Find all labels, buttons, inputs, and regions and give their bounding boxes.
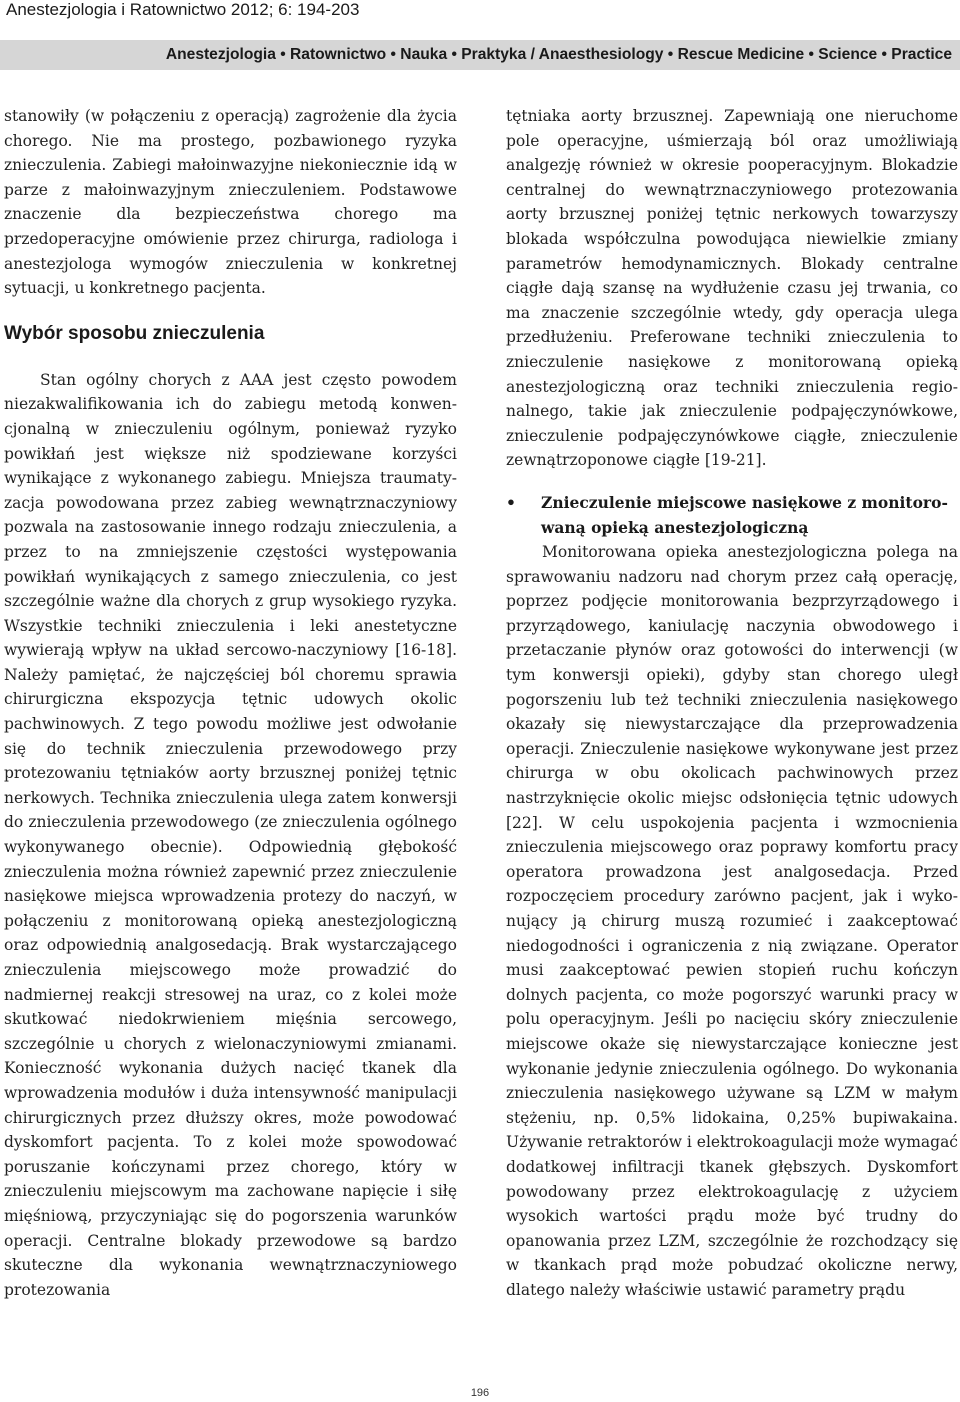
page-number: 196 (470, 1387, 490, 1399)
journal-reference: Anestezjologia i Ratownictwo 2012; 6: 194-203 (6, 0, 360, 19)
journal-subtitle: Anestezjologia • Ratownictwo • Nauka • Praktyka / Anaesthesiology • Rescue Medicine • Science • Practice (165, 46, 952, 63)
left-column (4, 104, 457, 1302)
journal-subtitle-band (0, 40, 960, 70)
bullet-subheading-text: Znieczulenie miejscowe nasiękowe z monitorowaną opieką anestezjologiczną (541, 492, 948, 537)
bullet-icon: • (506, 492, 516, 512)
bullet-subheading (506, 491, 958, 540)
left-paragraph-2: Stan ogólny chorych z AAA jest często powodem niezakwalifikowania ich do zabiegu metodą konwencjonalną w znieczuleniu ogólnym, ponieważ ryzyko powikłań jest większe niż spodziewane korzyści wynikające z wykonanego zabiegu. Mniejsza traumatyzacja powodowana przez zabieg wewnątrznaczyniowy pozwala na zastosowanie innego rodzaju znieczulenia, a przez to na zmniejszenie częstości występowania powikłań wynikających z samego znieczulenia, co jest szczególnie ważne dla chorych z grup wysokiego ryzyka. Wszystkie techniki znieczulenia i leki anestetyczne wywierają wpływ na układ sercowo-naczyniowy [16-18]. Należy pamiętać, że najczęściej ból choremu sprawia chirurgiczna ekspozycja tętnic udowych okolic pachwinowych. Z tego powodu możliwe jest odwołanie się do technik znieczulenia przewodowego przy protezowaniu tętniaków aorty brzusznej poniżej tętnic nerkowych. Technika znieczulenia ulega zatem konwersji do znieczulenia przewodowego (ze znieczulenia ogólnego wykonywanego obecnie). Odpowiednią głębokość znieczulenia można również zapewnić przez znieczulenie nasiękowe miejsca wprowadzenia protezy do naczyń, w połączeniu z monitorowaną opieką anestezjologiczną oraz odpowiednią analgosedacją. Brak wystarczającego znieczulenia miejscowego może prowadzić do nadmiernej reakcji stresowej na uraz, co z kolei może skutkować niedokrwieniem mięśnia sercowego, szczególnie u chorych z wielonaczyniowymi zmianami. Konieczność wykonania dużych nacięć tkanek dla wprowadzenia modułów i duża intensywność manipulacji chirurgicznych przez dłuższy okres, może powodować dyskomfort pacjenta. To z kolei może spowodować poruszanie kończynami przez chorego, który w znieczuleniu miejscowym ma zachowane napięcie i siłę mięśniową, przyczyniając się do pogorszenia warunków operacji. Centralne blokady przewodowe są bardzo skuteczne dla wykonania wewnątrznaczyniowego protezowania (4, 370, 457, 1299)
right-paragraph-1: tętniaka aorty brzusznej. Zapewniają one nieruchome pole operacyjne, uśmierzają ból oraz umożliwiają analgezję również w okresie pooperacyjnym. Blokadzie centralnej do wewnątrznaczyniowego protezowania aorty brzusznej poniżej tętnic nerkowych towarzyszy blokada współczulna powodująca niewielkie zmiany parametrów hemodynamicznych. Blokady centralne ciągłe dają szansę na wydłużenie czasu jej trwania, co ma znaczenie szczególnie wtedy, gdy operacja ulega przedłużeniu. Preferowane techniki znieczulenia to znieczulenie nasiękowe z monitorowaną opieką anestezjologiczną oraz techniki znieczulenia regionalnego, takie jak znieczulenie podpajęczynówkowe, znieczulenie podpajęczynówkowe ciągłe, znieczulenie zewnątrzoponowe ciągłe [19-21]. (506, 107, 958, 470)
right-paragraph-2: Monitorowana opieka anestezjologiczna polega na sprawowaniu nadzoru nad chorym przez całą operację, poprzez podjęcie monitorowania bezprzyrządowego i przyrządowego, kaniulację naczynia obwodowego i przetaczanie płynów oraz gotowości do interwencji (w tym konwersji opieki), gdyby stan chorego uległ pogorszeniu lub też techniki znieczulenia nasiękowego okazały się niewystarczające dla przeprowadzenia operacji. Znieczulenie nasiękowe wykonywane jest przez chirurga w obu okolicach pachwinowych przez nastrzyknięcie okolic miejsc odsłonięcia tętnic udowych [22]. W celu uspokojenia pacjenta i wzmocnienia znieczulenia miejscowego oraz poprawy komfortu pracy operatora prowadzona jest analgosedacja. Przed rozpoczęciem procedury zarówno pacjent, jak i wykonujący ją chirurg muszą rozumieć i zaakceptować niedogodności i ograniczenia z nią związane. Operator musi zaakceptować pewien stopień ruchu kończyn dolnych pacjenta, co może pogorszyć warunki pracy w polu operacyjnym. Jeśli po nacięciu skóry znieczulenie miejscowe okaże się niewystarczające konieczne jest wykonanie jedynie znieczulenia ogólnego. Do wykonania znieczulenia nasiękowego używane są LZM w małym stężeniu, np. 0,5% lidokaina, 0,25% bupiwakaina. Używanie retraktorów i elektrokoagulacji może wymagać dodatkowej infiltracji tkanek głębszych. Dyskomfort powodowany przez elektrokoagulację z użyciem wysokich wartości prądu może być trudny do opanowania przez LZM, szczególnie że rozchodzący się w tkankach prąd może pobudzać okoliczne nerwy, dlatego należy właściwie ustawić parametry prądu (506, 543, 958, 1299)
section-heading: Wybór sposobu znieczulenia (4, 322, 265, 344)
right-column (506, 104, 958, 1303)
left-paragraph-1: stanowiły (w połączeniu z operacją) zagrożenie dla życia chorego. Nie ma prostego, pozbawionego ryzyka znieczulenia. Zabiegi małoinwazyjne niekoniecznie idą w parze z małoinwazyjnym znieczuleniem. Podstawowe znaczenie dla bezpieczeństwa chorego ma przedoperacyjne omówienie przez chirurga, radiologa i anestezjologa wymogów znieczulenia w konkretnej sytuacji, u konkretnego pacjenta. (4, 107, 457, 298)
